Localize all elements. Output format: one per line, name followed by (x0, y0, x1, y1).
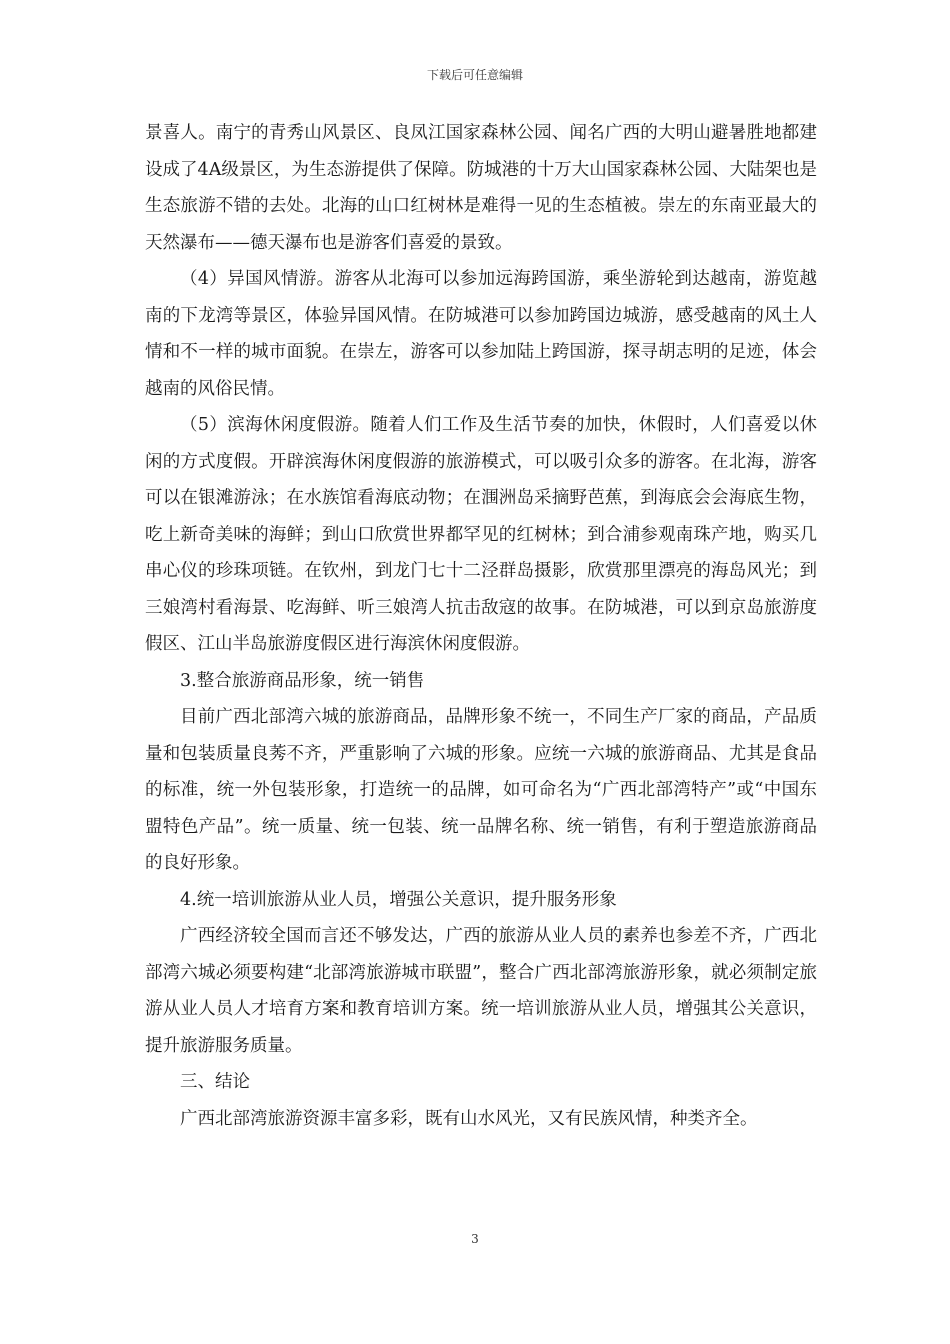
document-body (145, 115, 817, 1137)
page-number: 3 (471, 1232, 479, 1246)
paragraph-staff-training: 广西经济较全国而言还不够发达，广西的旅游从业人员的素养也参差不齐，广西北部湾六城必须要构建“北部湾旅游城市联盟”，整合广西北部湾旅游形象，就必须制定旅游从业人员人才培育方案和教育培训方案。统一培训旅游从业人员，增强其公关意识，提升旅游服务质量。 (145, 926, 817, 1056)
section-heading-conclusion: 三、结论 (180, 1072, 250, 1092)
paragraph-coastal-leisure: （5）滨海休闲度假游。随着人们工作及生活节奏的加快，休假时，人们喜爱以休闲的方式度假。开辟滨海休闲度假游的旅游模式，可以吸引众多的游客。在北海，游客可以在银滩游泳；在水族馆看海底动物；在涠洲岛采摘野芭蕉，到海底会会海底生物，吃上新奇美味的海鲜；到山口欣赏世界都罕见的红树林；到合浦参观南珠产地，购买几串心仪的珍珠项链。在钦州，到龙门七十二泾群岛摄影，欣赏那里漂亮的海岛风光；到三娘湾村看海景、吃海鲜、听三娘湾人抗击敌寇的故事。在防城港，可以到京岛旅游度假区、江山半岛旅游度假区进行海滨休闲度假游。 (145, 415, 817, 654)
paragraph-conclusion: 广西北部湾旅游资源丰富多彩，既有山水风光，又有民族风情，种类齐全。 (180, 1108, 758, 1129)
paragraph-continued: 景喜人。南宁的青秀山风景区、良凤江国家森林公园、闻名广西的大明山避暑胜地都建设成了4A级景区，为生态游提供了保障。防城港的十万大山国家森林公园、大陆架也是生态旅游不错的去处。北海的山口红树林是难得一见的生态植被。崇左的东南亚最大的天然瀑布——德天瀑布也是游客们喜爱的景致。 (145, 123, 817, 253)
paragraph-tourism-products: 目前广西北部湾六城的旅游商品，品牌形象不统一，不同生产厂家的商品，产品质量和包装质量良莠不齐，严重影响了六城的形象。应统一六城的旅游商品、尤其是食品的标准，统一外包装形象，打造统一的品牌，如可命名为“广西北部湾特产”或“中国东盟特色产品”。统一质量、统一包装、统一品牌名称、统一销售，有利于塑造旅游商品的良好形象。 (145, 707, 817, 873)
section-heading-3: 3.整合旅游商品形象，统一销售 (180, 670, 425, 691)
section-heading-4: 4.统一培训旅游从业人员，增强公关意识，提升服务形象 (180, 889, 617, 910)
page-header: 下载后可任意编辑 (426, 68, 523, 82)
paragraph-exotic-tour: （4）异国风情游。游客从北海可以参加远海跨国游，乘坐游轮到达越南，游览越南的下龙湾等景区，体验异国风情。在防城港可以参加跨国边城游，感受越南的风土人情和不一样的城市面貌。在崇左，游客可以参加陆上跨国游，探寻胡志明的足迹，体会越南的风俗民情。 (145, 269, 817, 399)
